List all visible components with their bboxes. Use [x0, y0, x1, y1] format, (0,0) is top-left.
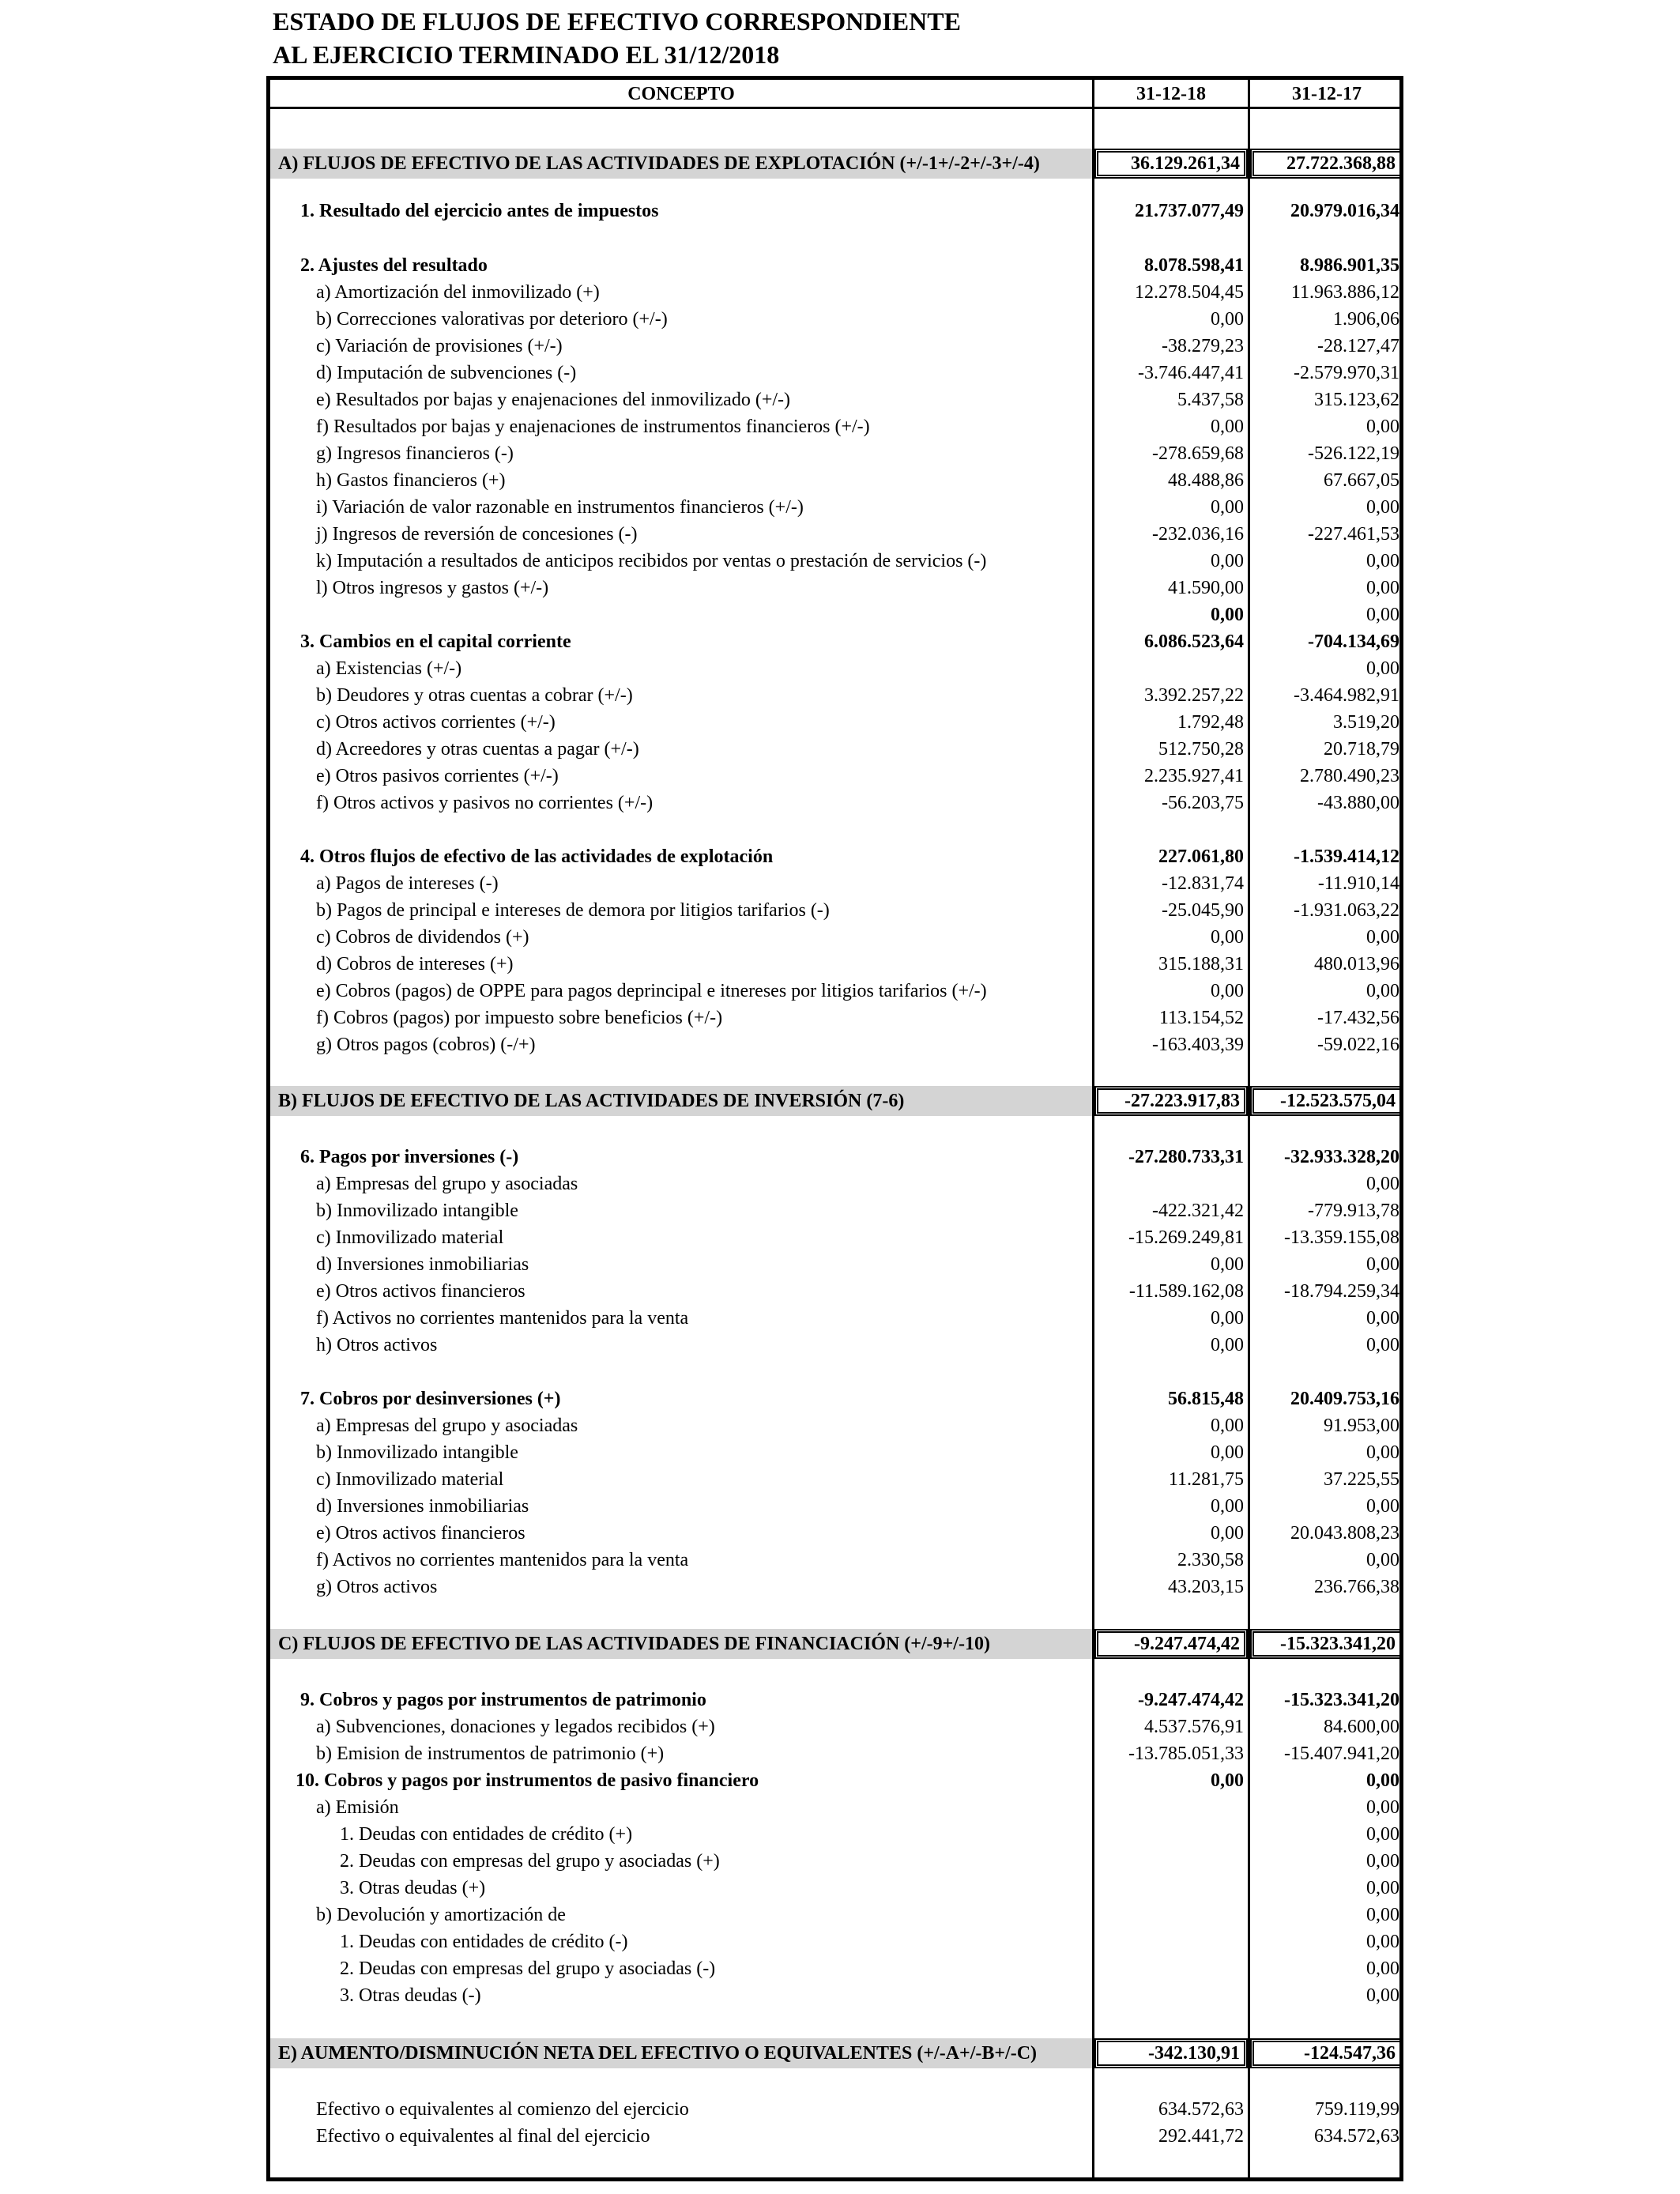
table-row: [270, 2123, 1399, 2150]
value-2017: -32.933.328,20: [1284, 1147, 1399, 1167]
value-2017: 0,00: [1366, 1174, 1399, 1194]
value-2018: -56.203,75: [1162, 793, 1244, 813]
table-row: [270, 1875, 1399, 1902]
row-label: 2. Deudas con empresas del grupo y asociadas (+): [340, 1851, 720, 1872]
row-label: 2. Ajustes del resultado: [300, 255, 488, 276]
title-line-2: AL EJERCICIO TERMINADO EL 31/12/2018: [273, 40, 780, 69]
table-row: [270, 1171, 1399, 1197]
row-label: g) Otros activos: [316, 1577, 438, 1597]
value-2017: 480.013,96: [1314, 954, 1399, 974]
value-2018: -27.280.733,31: [1128, 1147, 1244, 1167]
value-2017: -15.407.941,20: [1284, 1744, 1399, 1764]
row-label: j) Ingresos de reversión de concesiones (-): [316, 524, 638, 545]
table-row: [270, 709, 1399, 736]
row-label: e) Cobros (pagos) de OPPE para pagos deprincipal e itnereses por litigios tarifarios (+/-): [316, 981, 987, 1001]
table-row: [270, 897, 1399, 924]
row-label: e) Otros activos financieros: [316, 1523, 525, 1544]
value-2017: -28.127,47: [1317, 336, 1399, 356]
value-2018: 11.281,75: [1168, 1469, 1244, 1490]
value-2018: -15.269.249,81: [1128, 1227, 1244, 1248]
table-row: [270, 1547, 1399, 1574]
value-2018: 512.750,28: [1158, 739, 1244, 760]
row-label: e) Otros pasivos corrientes (+/-): [316, 766, 559, 786]
value-2018: 43.203,15: [1168, 1577, 1244, 1597]
table-row: [270, 1713, 1399, 1740]
value-2017: 0,00: [1366, 1905, 1399, 1925]
row-label: d) Acreedores y otras cuentas a pagar (+/-): [316, 739, 639, 760]
table-row: [270, 628, 1399, 655]
row-label: b) Pagos de principal e intereses de demora por litigios tarifarios (-): [316, 900, 830, 921]
row-label: d) Cobros de intereses (+): [316, 954, 514, 974]
value-2018: -342.130,91: [1148, 2043, 1240, 2064]
table-row: [270, 1031, 1399, 1058]
value-2017: 759.119,99: [1314, 2099, 1399, 2120]
row-label: c) Otros activos corrientes (+/-): [316, 712, 556, 733]
table-row: [270, 198, 1399, 224]
value-2018: 1.792,48: [1177, 712, 1244, 733]
table-row: [270, 1493, 1399, 1520]
table-row: [270, 1821, 1399, 1848]
value-2017: 0,00: [1366, 1442, 1399, 1463]
value-2017: 20.409.753,16: [1290, 1389, 1399, 1409]
row-label: Efectivo o equivalentes al final del ejercicio: [316, 2126, 650, 2147]
table-row: [270, 1794, 1399, 1821]
value-2018: 56.815,48: [1168, 1389, 1244, 1409]
value-2017: -124.547,36: [1304, 2043, 1396, 2064]
value-2017: 315.123,62: [1314, 390, 1399, 410]
value-2018: -232.036,16: [1152, 524, 1244, 545]
section-total-row: [270, 149, 1399, 179]
value-2017: 0,00: [1366, 1824, 1399, 1845]
table-row: [270, 413, 1399, 440]
cash-flow-table: [266, 76, 1403, 2181]
row-label: d) Imputación de subvenciones (-): [316, 363, 577, 383]
table-row: [270, 1144, 1399, 1171]
table-row: [270, 1902, 1399, 1928]
value-2018: 634.572,63: [1158, 2099, 1244, 2120]
value-2017: 0,00: [1366, 578, 1399, 598]
row-label: f) Resultados por bajas y enajenaciones de instrumentos financieros (+/-): [316, 417, 870, 437]
value-2017: 84.600,00: [1324, 1717, 1399, 1737]
value-2017: 3.519,20: [1333, 712, 1399, 733]
table-row: [270, 1687, 1399, 1713]
title-line-1: ESTADO DE FLUJOS DE EFECTIVO CORRESPONDIENTE: [273, 7, 961, 36]
row-label: c) Cobros de dividendos (+): [316, 927, 529, 948]
table-row: [270, 951, 1399, 978]
value-2017: 0,00: [1366, 1878, 1399, 1898]
row-label: 3. Otras deudas (-): [340, 1985, 481, 2006]
row-label: b) Inmovilizado intangible: [316, 1201, 518, 1221]
row-label: 1. Resultado del ejercicio antes de impuestos: [300, 201, 659, 221]
table-row: [270, 1412, 1399, 1439]
row-label: 3. Otras deudas (+): [340, 1878, 486, 1898]
row-label: g) Otros pagos (cobros) (-/+): [316, 1035, 536, 1055]
table-row: [270, 467, 1399, 494]
value-2018: -12.831,74: [1162, 873, 1244, 894]
row-label: 1. Deudas con entidades de crédito (-): [340, 1932, 628, 1952]
value-2017: 1.906,06: [1333, 309, 1399, 330]
row-label: B) FLUJOS DE EFECTIVO DE LAS ACTIVIDADES DE INVERSIÓN (7-6): [278, 1091, 905, 1111]
value-2017: -1.931.063,22: [1294, 900, 1399, 921]
value-2017: 0,00: [1366, 1308, 1399, 1329]
value-2018: -163.403,39: [1152, 1035, 1244, 1055]
value-2017: -227.461,53: [1308, 524, 1399, 545]
value-2018: 0,00: [1211, 551, 1244, 571]
row-label: h) Otros activos: [316, 1335, 438, 1355]
row-label: 2. Deudas con empresas del grupo y asociadas (-): [340, 1958, 716, 1979]
row-label: e) Resultados por bajas y enajenaciones del inmovilizado (+/-): [316, 390, 791, 410]
table-row: [270, 1385, 1399, 1412]
table-row: [270, 1439, 1399, 1466]
value-2017: 11.963.886,12: [1290, 282, 1399, 303]
value-2017: -1.539.414,12: [1294, 846, 1399, 867]
section-total-row: [270, 1629, 1399, 1659]
value-2018: 0,00: [1211, 1308, 1244, 1329]
value-2018: 0,00: [1211, 497, 1244, 518]
value-2017: -15.323.341,20: [1284, 1690, 1399, 1710]
value-2018: -38.279,23: [1162, 336, 1244, 356]
row-label: g) Ingresos financieros (-): [316, 443, 514, 464]
row-label: 1. Deudas con entidades de crédito (+): [340, 1824, 633, 1845]
value-2017: 67.667,05: [1324, 470, 1399, 491]
section-total-row: [270, 1086, 1399, 1116]
table-row: [270, 1767, 1399, 1794]
table-row: [270, 1955, 1399, 1982]
table-row: [270, 1251, 1399, 1278]
value-2017: 0,00: [1366, 417, 1399, 437]
row-label: 7. Cobros por desinversiones (+): [300, 1389, 561, 1409]
value-2018: -13.785.051,33: [1128, 1744, 1244, 1764]
table-row: [270, 521, 1399, 548]
table-row: [270, 1520, 1399, 1547]
value-2018: 0,00: [1211, 417, 1244, 437]
table-row: [270, 870, 1399, 897]
value-2017: 0,00: [1366, 927, 1399, 948]
table-row: [270, 790, 1399, 816]
row-label: b) Emision de instrumentos de patrimonio (+): [316, 1744, 665, 1764]
value-2018: 0,00: [1211, 1442, 1244, 1463]
value-2018: -11.589.162,08: [1128, 1281, 1244, 1302]
value-2018: 3.392.257,22: [1144, 685, 1244, 706]
table-row: [270, 1224, 1399, 1251]
table-row: [270, 494, 1399, 521]
value-2017: 0,00: [1366, 1254, 1399, 1275]
header-concept: CONCEPTO: [627, 84, 735, 104]
value-2018: 0,00: [1211, 605, 1244, 625]
value-2018: 2.235.927,41: [1144, 766, 1244, 786]
value-2017: 37.225,55: [1324, 1469, 1399, 1490]
row-label: f) Cobros (pagos) por impuesto sobre beneficios (+/-): [316, 1008, 723, 1028]
table-row: [270, 682, 1399, 709]
row-label: e) Otros activos financieros: [316, 1281, 525, 1302]
table-row: [270, 655, 1399, 682]
row-label: c) Inmovilizado material: [316, 1469, 504, 1490]
value-2017: 20.979.016,34: [1290, 201, 1399, 221]
value-2018: 6.086.523,64: [1144, 631, 1244, 652]
row-label: f) Otros activos y pasivos no corrientes (+/-): [316, 793, 654, 813]
value-2018: -27.223.917,83: [1124, 1091, 1240, 1111]
row-label: l) Otros ingresos y gastos (+/-): [316, 578, 549, 598]
row-label: d) Inversiones inmobiliarias: [316, 1254, 529, 1275]
value-2017: 0,00: [1366, 1851, 1399, 1872]
table-row: [270, 1466, 1399, 1493]
value-2017: 0,00: [1366, 605, 1399, 625]
value-2017: -779.913,78: [1308, 1201, 1399, 1221]
table-row: [270, 1740, 1399, 1767]
value-2017: -11.910,14: [1317, 873, 1399, 894]
table-row: [270, 843, 1399, 870]
value-2017: -526.122,19: [1308, 443, 1399, 464]
table-row: [270, 1332, 1399, 1359]
value-2017: 0,00: [1366, 1550, 1399, 1570]
table-row: [270, 360, 1399, 386]
value-2018: 0,00: [1211, 1496, 1244, 1517]
value-2017: 0,00: [1366, 1335, 1399, 1355]
row-label: a) Subvenciones, donaciones y legados recibidos (+): [316, 1717, 715, 1737]
value-2017: 2.780.490,23: [1300, 766, 1399, 786]
value-2018: 315.188,31: [1158, 954, 1244, 974]
table-row: [270, 601, 1399, 628]
value-2018: -278.659,68: [1152, 443, 1244, 464]
table-row: [270, 1005, 1399, 1031]
value-2018: -3.746.447,41: [1138, 363, 1244, 383]
value-2018: 36.129.261,34: [1131, 153, 1240, 174]
table-row: [270, 252, 1399, 279]
value-2017: -43.880,00: [1317, 793, 1399, 813]
row-label: 10. Cobros y pagos por instrumentos de pasivo financiero: [296, 1770, 759, 1791]
row-label: b) Deudores y otras cuentas a cobrar (+/-): [316, 685, 633, 706]
row-label: i) Variación de valor razonable en instrumentos financieros (+/-): [316, 497, 804, 518]
row-label: b) Correcciones valorativas por deterioro (+/-): [316, 309, 668, 330]
value-2017: 0,00: [1366, 551, 1399, 571]
header-col-2017: 31-12-17: [1292, 84, 1362, 104]
table-row: [270, 1982, 1399, 2009]
value-2018: 48.488,86: [1168, 470, 1244, 491]
row-label: f) Activos no corrientes mantenidos para la venta: [316, 1550, 689, 1570]
value-2018: 0,00: [1211, 1523, 1244, 1544]
table-row: [270, 1278, 1399, 1305]
row-label: b) Devolución y amortización de: [316, 1905, 566, 1925]
value-2017: -59.022,16: [1317, 1035, 1399, 1055]
document-title: [273, 5, 961, 71]
value-2018: 0,00: [1211, 1770, 1244, 1791]
table-row: [270, 440, 1399, 467]
value-2018: -9.247.474,42: [1134, 1634, 1240, 1654]
table-row: [270, 306, 1399, 333]
value-2017: 0,00: [1366, 497, 1399, 518]
value-2018: 8.078.598,41: [1144, 255, 1244, 276]
value-2018: -422.321,42: [1152, 1201, 1244, 1221]
value-2018: 0,00: [1211, 1416, 1244, 1436]
table-row: [270, 1848, 1399, 1875]
value-2017: 0,00: [1366, 1770, 1399, 1791]
value-2017: 0,00: [1366, 1932, 1399, 1952]
value-2017: 0,00: [1366, 1958, 1399, 1979]
row-label: k) Imputación a resultados de anticipos recibidos por ventas o prestación de servicios (-): [316, 551, 987, 571]
value-2017: 0,00: [1366, 1496, 1399, 1517]
row-label: a) Empresas del grupo y asociadas: [316, 1416, 578, 1436]
value-2017: -18.794.259,34: [1284, 1281, 1399, 1302]
section-total-row: [270, 2038, 1399, 2068]
header-col-2018: 31-12-18: [1136, 84, 1206, 104]
table-row: [270, 924, 1399, 951]
value-2017: 634.572,63: [1314, 2126, 1399, 2147]
value-2017: -2.579.970,31: [1294, 363, 1399, 383]
table-row: [270, 978, 1399, 1005]
table-row: [270, 1305, 1399, 1332]
table-row: [270, 279, 1399, 306]
value-2017: 20.043.808,23: [1290, 1523, 1399, 1544]
row-label: 4. Otros flujos de efectivo de las actividades de explotación: [300, 846, 774, 867]
value-2018: 4.537.576,91: [1144, 1717, 1244, 1737]
table-row: [270, 548, 1399, 575]
value-2018: 0,00: [1211, 309, 1244, 330]
value-2017: -12.523.575,04: [1280, 1091, 1396, 1111]
table-row: [270, 333, 1399, 360]
value-2018: 2.330,58: [1177, 1550, 1244, 1570]
row-label: b) Inmovilizado intangible: [316, 1442, 518, 1463]
table-row: [270, 1574, 1399, 1600]
row-label: a) Existencias (+/-): [316, 658, 462, 679]
value-2018: 5.437,58: [1177, 390, 1244, 410]
value-2018: 41.590,00: [1168, 578, 1244, 598]
value-2017: 27.722.368,88: [1286, 153, 1396, 174]
value-2017: -704.134,69: [1308, 631, 1399, 652]
value-2017: -3.464.982,91: [1294, 685, 1399, 706]
table-row: [270, 2096, 1399, 2123]
value-2018: 0,00: [1211, 1254, 1244, 1275]
value-2017: 91.953,00: [1324, 1416, 1399, 1436]
row-label: 6. Pagos por inversiones (-): [300, 1147, 519, 1167]
row-label: f) Activos no corrientes mantenidos para la venta: [316, 1308, 689, 1329]
row-label: Efectivo o equivalentes al comienzo del ejercicio: [316, 2099, 689, 2120]
table-row: [270, 763, 1399, 790]
row-label: c) Variación de provisiones (+/-): [316, 336, 563, 356]
value-2018: -9.247.474,42: [1138, 1690, 1244, 1710]
header-rule: [270, 107, 1399, 109]
table-row: [270, 575, 1399, 601]
row-label: a) Empresas del grupo y asociadas: [316, 1174, 578, 1194]
value-2017: -13.359.155,08: [1284, 1227, 1399, 1248]
value-2018: 21.737.077,49: [1135, 201, 1244, 221]
table-row: [270, 736, 1399, 763]
value-2018: 0,00: [1211, 927, 1244, 948]
value-2018: 227.061,80: [1158, 846, 1244, 867]
value-2017: -17.432,56: [1317, 1008, 1399, 1028]
value-2017: 0,00: [1366, 1797, 1399, 1818]
value-2017: 0,00: [1366, 981, 1399, 1001]
value-2018: 0,00: [1211, 1335, 1244, 1355]
row-label: a) Emisión: [316, 1797, 399, 1818]
row-label: a) Pagos de intereses (-): [316, 873, 499, 894]
value-2018: 113.154,52: [1158, 1008, 1244, 1028]
value-2017: 0,00: [1366, 658, 1399, 679]
value-2018: 292.441,72: [1158, 2126, 1244, 2147]
table-row: [270, 1197, 1399, 1224]
value-2017: 20.718,79: [1324, 739, 1399, 760]
table-row: [270, 1928, 1399, 1955]
row-label: 3. Cambios en el capital corriente: [300, 631, 571, 652]
table-row: [270, 386, 1399, 413]
row-label: h) Gastos financieros (+): [316, 470, 506, 491]
value-2017: -15.323.341,20: [1280, 1634, 1396, 1654]
row-label: A) FLUJOS DE EFECTIVO DE LAS ACTIVIDADES DE EXPLOTACIÓN (+/-1+/-2+/-3+/-4): [278, 153, 1040, 174]
row-label: E) AUMENTO/DISMINUCIÓN NETA DEL EFECTIVO O EQUIVALENTES (+/-A+/-B+/-C): [278, 2043, 1038, 2064]
row-label: C) FLUJOS DE EFECTIVO DE LAS ACTIVIDADES DE FINANCIACIÓN (+/-9+/-10): [278, 1634, 990, 1654]
value-2018: 12.278.504,45: [1135, 282, 1244, 303]
value-2017: 0,00: [1366, 1985, 1399, 2006]
row-label: a) Amortización del inmovilizado (+): [316, 282, 600, 303]
row-label: d) Inversiones inmobiliarias: [316, 1496, 529, 1517]
value-2018: 0,00: [1211, 981, 1244, 1001]
value-2017: 8.986.901,35: [1300, 255, 1399, 276]
row-label: 9. Cobros y pagos por instrumentos de patrimonio: [300, 1690, 706, 1710]
row-label: c) Inmovilizado material: [316, 1227, 504, 1248]
value-2018: -25.045,90: [1162, 900, 1244, 921]
value-2017: 236.766,38: [1314, 1577, 1399, 1597]
